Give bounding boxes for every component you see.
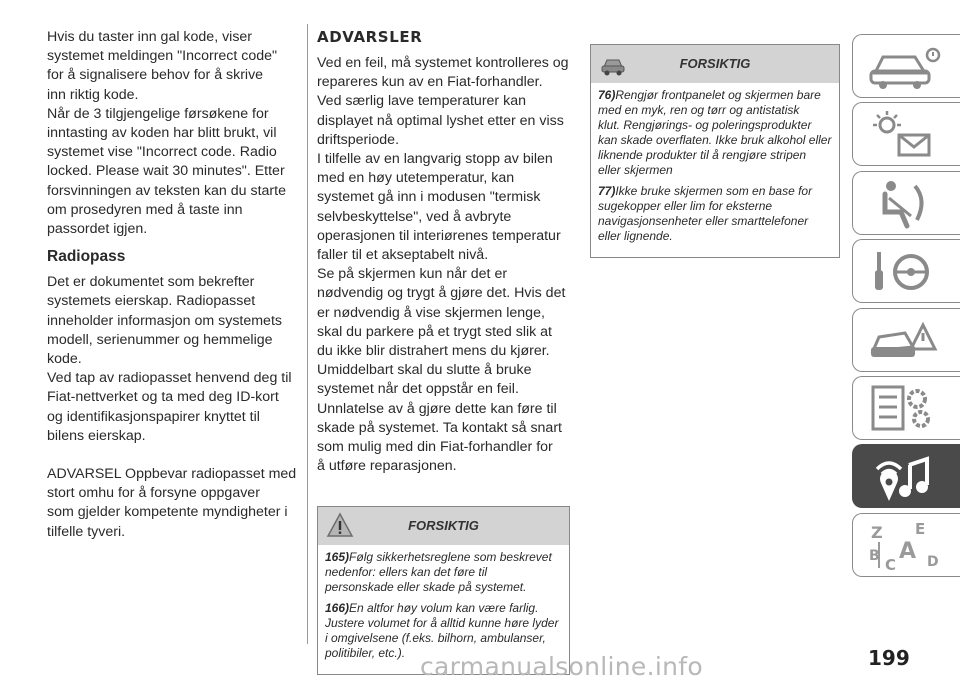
index-letter: Z xyxy=(871,522,883,542)
text-line: som gjelder kompetente myndigheter i xyxy=(47,504,288,521)
index-letter: C xyxy=(885,555,897,572)
text-line: nødvendig og trygt å gjøre det. Hvis det xyxy=(317,285,566,302)
text-line: Ved særlig lave temperaturer kan xyxy=(317,93,526,110)
text-line: forsvinningen av teksten kan du starte xyxy=(47,182,286,199)
caution-item xyxy=(325,550,562,595)
caution-line: personskade eller skade på systemet. xyxy=(325,580,527,595)
caution-line: liknende produkter til å rengjøre stripen xyxy=(598,148,807,162)
text-line: Unnlatelse av å gjøre dette kan føre til xyxy=(317,400,557,417)
text-line: Når de 3 tilgjengelige førsøkene for xyxy=(47,105,269,122)
multimedia-icon xyxy=(865,449,945,503)
intro-paragraph xyxy=(47,28,297,239)
text-line: locked. Please wait 30 minutes". Etter xyxy=(47,163,285,180)
text-line: Se på skjermen kun når det er xyxy=(317,266,508,283)
caution-header xyxy=(318,507,569,545)
note-number: 165) xyxy=(325,550,350,565)
chapter-tabs xyxy=(852,34,960,581)
caution-line: eller lignende. xyxy=(598,229,673,243)
tab-multimedia[interactable] xyxy=(852,444,960,508)
index-icon xyxy=(865,518,945,572)
text-line: inn riktig kode. xyxy=(47,86,139,103)
index-letter: E xyxy=(915,519,926,538)
text-line: tilfelle tyveri. xyxy=(47,523,126,540)
radiopass-heading: Radiopass xyxy=(47,248,126,266)
text-line: modell, serienummer og hemmelige xyxy=(47,331,273,348)
caution-item xyxy=(598,88,832,178)
column-right xyxy=(590,44,840,258)
warnings-paragraph xyxy=(317,54,570,476)
text-line: Ved tap av radiopasset henvend deg til xyxy=(47,370,292,387)
text-line: systemets eierskap. Radiopasset xyxy=(47,293,256,310)
text-line: skal du parkere på et trygt sted slik at xyxy=(317,323,552,340)
tab-warning-lights[interactable] xyxy=(852,102,960,166)
tab-starting-driving[interactable] xyxy=(852,239,960,303)
text-line: operasjonen til interiørenes temperatur xyxy=(317,227,561,244)
tab-safety[interactable] xyxy=(852,171,960,235)
text-line: Ved en feil, må systemet kontrolleres og xyxy=(317,55,569,71)
text-line: repareres kun av en Fiat-forhandler. xyxy=(317,74,543,91)
watermark-text: carmanualsonline.info xyxy=(420,652,703,681)
text-line: Umiddelbart skal du slutte å bruke xyxy=(317,362,532,379)
text-line: systemet vise "Incorrect code. Radio xyxy=(47,144,277,161)
text-line: driftsperiode. xyxy=(317,131,400,148)
caution-line: En altfor høy volum kan være farlig. xyxy=(349,601,539,616)
caution-title: FORSIKTIG xyxy=(408,518,479,534)
column-middle xyxy=(317,28,570,675)
text-line: I tilfelle av en langvarig stopp av bilen xyxy=(317,151,553,168)
page-number: 199 xyxy=(868,646,910,670)
text-line: bilens eierskap. xyxy=(47,427,146,444)
crash-icon xyxy=(865,313,945,367)
radiopass-paragraph xyxy=(47,273,297,446)
text-line: stort omhu for å forsyne oppgaver xyxy=(47,485,260,502)
caution-line: eller skjermen xyxy=(598,163,673,177)
caution-title: FORSIKTIG xyxy=(679,56,751,71)
car-icon xyxy=(865,39,945,93)
text-line: systemet når det oppstår en feil. xyxy=(317,381,519,398)
text-line: er nødvendig å vise skjermen lenge, xyxy=(317,304,545,321)
caution-line: politibiler, etc.). xyxy=(325,646,406,661)
settings-list-icon xyxy=(865,381,945,435)
text-line: for å signalisere behov for å skrive xyxy=(47,67,264,84)
caution-line: i omgivelsene (f.eks. bilhorn, ambulanser, xyxy=(325,631,546,646)
warnings-heading: ADVARSLER xyxy=(317,28,423,46)
column-divider xyxy=(307,24,308,644)
caution-line: klut. Rengjørings- og poleringsprodukter xyxy=(598,118,812,132)
index-letter: B xyxy=(869,547,880,564)
text-line: med en høy utetemperatur, kan xyxy=(317,170,515,187)
text-line: inneholder informasjon om systemets xyxy=(47,312,282,329)
note-number: 166) xyxy=(325,601,350,616)
tab-car[interactable] xyxy=(852,34,960,98)
text-line: Det er dokumentet som bekrefter xyxy=(47,274,255,291)
note-number: 76) xyxy=(598,88,616,102)
text-line: displayet nå optimal lyshet etter en viss xyxy=(317,112,564,129)
caution-box-middle xyxy=(317,506,570,675)
tab-index[interactable] xyxy=(852,513,960,577)
text-line: du ikke blir distrahert mens du kjører. xyxy=(317,343,550,360)
seat-airbag-icon xyxy=(865,176,945,230)
text-line: kode. xyxy=(47,351,82,368)
index-letter: A xyxy=(899,538,917,564)
caution-item xyxy=(598,184,832,244)
text-line: systemet meldingen "Incorrect code" xyxy=(47,48,278,65)
text-line: og identifikasjonspapirer knyttet til xyxy=(47,408,260,425)
caution-line: navigasjonsenheter eller smarttelefoner xyxy=(598,214,809,228)
note-number: 77) xyxy=(598,184,616,198)
caution-line: Justere volumet for å alltid kunne høre lyder xyxy=(325,616,559,631)
caution-header xyxy=(591,45,839,83)
caution-line: kan skade overflaten. Ikke bruk alkohol eller xyxy=(598,133,832,147)
text-line: skade på systemet. Ta kontakt så snart xyxy=(317,419,562,436)
text-line: inntasting av koden har blitt brukt, vil xyxy=(47,125,277,142)
caution-box-right xyxy=(590,44,840,258)
tab-maintenance[interactable] xyxy=(852,376,960,440)
advarsel-paragraph xyxy=(47,465,297,542)
text-line: ADVARSEL Oppbevar radiopasset med xyxy=(47,466,297,483)
tab-emergency[interactable] xyxy=(852,308,960,372)
text-line: selvbeskyttelse", ved å avbryte xyxy=(317,208,512,225)
text-line: å utføre reparasjonen. xyxy=(317,458,457,475)
caution-line: Ikke bruke skjermen som en base for xyxy=(615,184,813,198)
key-steering-icon xyxy=(865,244,945,298)
index-letter: D xyxy=(927,553,939,570)
caution-body xyxy=(591,83,839,257)
warning-lights-icon xyxy=(865,107,945,161)
caution-line: nedenfor: ellers kan det føre til xyxy=(325,565,488,580)
column-left xyxy=(47,28,297,542)
text-line: om prosedyren med å taste inn xyxy=(47,201,243,218)
caution-line: Følg sikkerhetsreglene som beskrevet xyxy=(349,550,552,565)
caution-line: med en myk, ren og tørr og antistatisk xyxy=(598,103,800,117)
text-line: faller til et akseptabelt nivå. xyxy=(317,247,489,264)
text-line: passordet igjen. xyxy=(47,221,148,238)
text-line: Fiat-nettverket og ta med deg ID-kort xyxy=(47,389,279,406)
text-line: som mulig med din Fiat-forhandler for xyxy=(317,439,553,456)
caution-line: Rengjør frontpanelet og skjermen bare xyxy=(615,88,821,102)
text-line: systemet gå inn i modusen "termisk xyxy=(317,189,541,206)
text-line: Hvis du taster inn gal kode, viser xyxy=(47,29,253,45)
caution-line: sugekopper eller lim for eksterne xyxy=(598,199,773,213)
